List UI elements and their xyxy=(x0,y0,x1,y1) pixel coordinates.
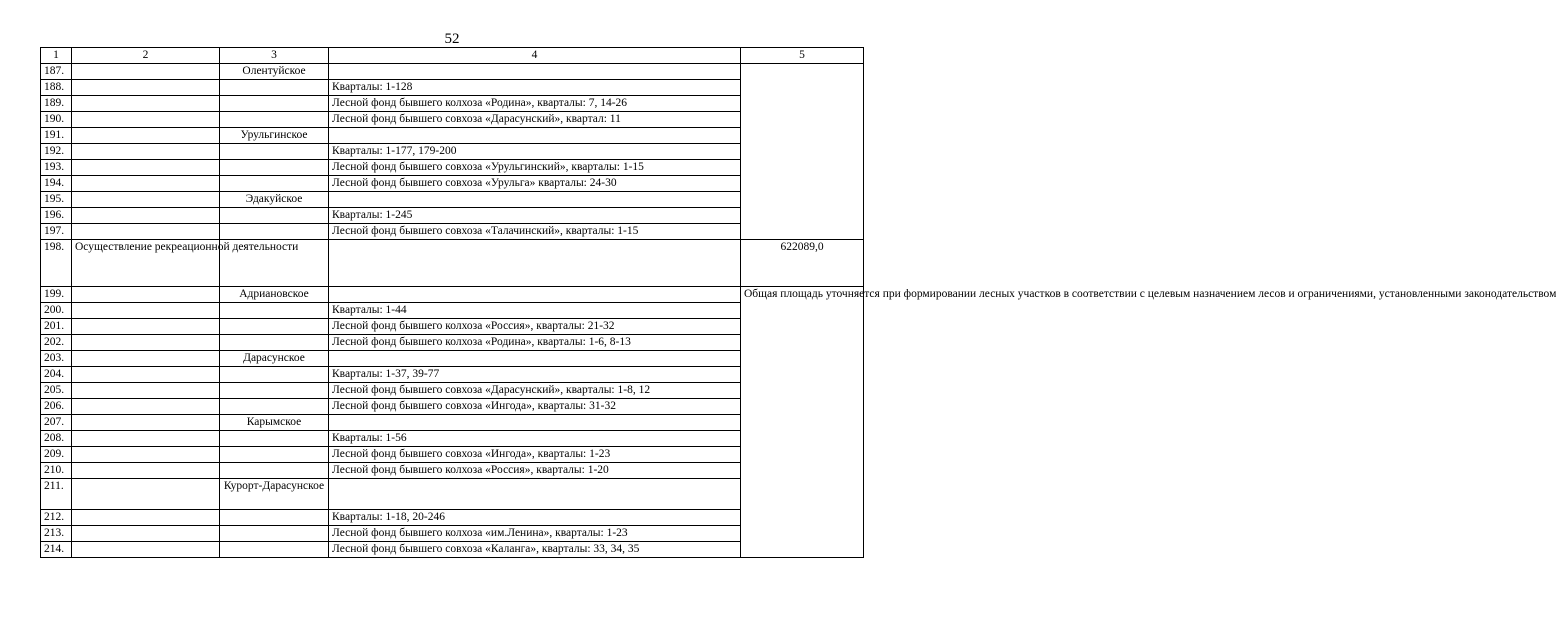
row-number: 193. xyxy=(41,160,72,176)
row-number: 192. xyxy=(41,144,72,160)
activity-cell xyxy=(72,463,220,479)
activity-cell xyxy=(72,399,220,415)
quarters-cell: Лесной фонд бывшего колхоза «Родина», кварталы: 7, 14-26 xyxy=(329,96,741,112)
row-number: 198. xyxy=(41,240,72,287)
table-row xyxy=(41,319,864,335)
activity-cell xyxy=(72,96,220,112)
activity-cell xyxy=(72,335,220,351)
activity-cell xyxy=(72,319,220,335)
activity-cell xyxy=(72,542,220,558)
row-number: 210. xyxy=(41,463,72,479)
activity-cell xyxy=(72,510,220,526)
quarters-cell xyxy=(329,192,741,208)
quarters-cell xyxy=(329,351,741,367)
table-row xyxy=(41,367,864,383)
table-row xyxy=(41,192,864,208)
quarters-cell: Кварталы: 1-18, 20-246 xyxy=(329,510,741,526)
row-number: 213. xyxy=(41,526,72,542)
activity-cell xyxy=(72,128,220,144)
activity-cell xyxy=(72,415,220,431)
row-number: 211. xyxy=(41,479,72,510)
table-row xyxy=(41,208,864,224)
district-cell xyxy=(220,431,329,447)
quarters-cell: Кварталы: 1-44 xyxy=(329,303,741,319)
activity-cell xyxy=(72,479,220,510)
district-cell xyxy=(220,367,329,383)
activity-cell xyxy=(72,526,220,542)
quarters-cell: Кварталы: 1-128 xyxy=(329,80,741,96)
district-cell xyxy=(220,383,329,399)
district-cell xyxy=(220,319,329,335)
quarters-cell xyxy=(329,128,741,144)
activity-cell xyxy=(72,64,220,80)
district-cell xyxy=(220,399,329,415)
quarters-cell: Лесной фонд бывшего совхоза «Урульгинский», кварталы: 1-15 xyxy=(329,160,741,176)
row-number: 197. xyxy=(41,224,72,240)
table-row xyxy=(41,303,864,319)
quarters-cell: Лесной фонд бывшего совхоза «Дарасунский», квартал: 11 xyxy=(329,112,741,128)
row-number: 194. xyxy=(41,176,72,192)
row-number: 205. xyxy=(41,383,72,399)
table-row xyxy=(41,112,864,128)
activity-cell xyxy=(72,144,220,160)
header-cell: 4 xyxy=(329,48,741,64)
district-cell xyxy=(220,112,329,128)
header-cell: 5 xyxy=(741,48,864,64)
area-value: 622089,0 xyxy=(741,240,864,287)
row-number: 208. xyxy=(41,431,72,447)
table-row xyxy=(41,383,864,399)
row-number: 199. xyxy=(41,287,72,303)
table-row xyxy=(41,542,864,558)
table-row xyxy=(41,447,864,463)
district-cell xyxy=(220,144,329,160)
row-number: 189. xyxy=(41,96,72,112)
quarters-cell xyxy=(329,64,741,80)
activity-cell: Осуществление рекреационной деятельности xyxy=(72,240,220,287)
row-number: 191. xyxy=(41,128,72,144)
row-number: 214. xyxy=(41,542,72,558)
row-number: 196. xyxy=(41,208,72,224)
district-cell xyxy=(220,224,329,240)
table-row xyxy=(41,176,864,192)
row-number: 188. xyxy=(41,80,72,96)
row-number: 212. xyxy=(41,510,72,526)
district-cell: Адриановское xyxy=(220,287,329,303)
forest-table xyxy=(40,47,1556,558)
row-number: 187. xyxy=(41,64,72,80)
district-cell: Курорт-Дарасунское xyxy=(220,479,329,510)
row-number: 200. xyxy=(41,303,72,319)
quarters-cell: Лесной фонд бывшего колхоза «Родина», кварталы: 1-6, 8-13 xyxy=(329,335,741,351)
header-cell: 1 xyxy=(41,48,72,64)
district-cell xyxy=(220,526,329,542)
activity-cell xyxy=(72,208,220,224)
quarters-cell: Лесной фонд бывшего совхоза «Ингода», кварталы: 31-32 xyxy=(329,399,741,415)
quarters-cell xyxy=(329,479,741,510)
row-number: 195. xyxy=(41,192,72,208)
table-row xyxy=(41,287,864,303)
district-cell xyxy=(220,176,329,192)
activity-cell xyxy=(72,287,220,303)
header-row xyxy=(41,48,864,64)
table-row xyxy=(41,335,864,351)
district-cell xyxy=(220,542,329,558)
quarters-cell: Лесной фонд бывшего колхоза «Россия», кварталы: 1-20 xyxy=(329,463,741,479)
district-cell xyxy=(220,303,329,319)
quarters-cell: Лесной фонд бывшего совхоза «Каланга», кварталы: 33, 34, 35 xyxy=(329,542,741,558)
table-row xyxy=(41,128,864,144)
quarters-cell: Лесной фонд бывшего совхоза «Дарасунский», кварталы: 1-8, 12 xyxy=(329,383,741,399)
district-cell xyxy=(220,208,329,224)
district-cell xyxy=(220,510,329,526)
table-row xyxy=(41,510,864,526)
activity-cell xyxy=(72,303,220,319)
area-note: Общая площадь уточняется при формировании лесных участков в соответствии с целевым назначением лесов и ограничениями, установленными законодательством xyxy=(741,287,864,558)
row-number: 204. xyxy=(41,367,72,383)
area-cell-empty xyxy=(741,64,864,240)
table-row xyxy=(41,160,864,176)
district-cell: Карымское xyxy=(220,415,329,431)
activity-cell xyxy=(72,431,220,447)
table-row xyxy=(41,415,864,431)
row-number: 190. xyxy=(41,112,72,128)
district-cell xyxy=(220,447,329,463)
activity-cell xyxy=(72,160,220,176)
table-row xyxy=(41,399,864,415)
row-number: 202. xyxy=(41,335,72,351)
quarters-cell xyxy=(329,415,741,431)
quarters-cell: Кварталы: 1-56 xyxy=(329,431,741,447)
activity-cell xyxy=(72,447,220,463)
quarters-cell: Кварталы: 1-177, 179-200 xyxy=(329,144,741,160)
quarters-cell xyxy=(329,287,741,303)
activity-cell xyxy=(72,367,220,383)
activity-cell xyxy=(72,351,220,367)
district-cell: Олентуйское xyxy=(220,64,329,80)
activity-cell xyxy=(72,112,220,128)
activity-cell xyxy=(72,192,220,208)
activity-cell xyxy=(72,176,220,192)
table-row xyxy=(41,64,864,80)
table-row xyxy=(41,96,864,112)
district-cell xyxy=(220,80,329,96)
district-cell xyxy=(220,335,329,351)
district-cell xyxy=(220,160,329,176)
row-number: 207. xyxy=(41,415,72,431)
table-row xyxy=(41,479,864,510)
district-cell xyxy=(220,463,329,479)
table-row xyxy=(41,80,864,96)
table-row xyxy=(41,351,864,367)
activity-cell xyxy=(72,383,220,399)
page-number: 52 xyxy=(444,31,460,47)
row-number: 209. xyxy=(41,447,72,463)
header-cell: 2 xyxy=(72,48,220,64)
table-row xyxy=(41,144,864,160)
table-row xyxy=(41,431,864,447)
quarters-cell xyxy=(329,240,741,287)
table-row xyxy=(41,240,864,287)
district-cell: Дарасунское xyxy=(220,351,329,367)
table-row xyxy=(41,526,864,542)
quarters-cell: Кварталы: 1-37, 39-77 xyxy=(329,367,741,383)
activity-cell xyxy=(72,224,220,240)
district-cell: Эдакуйское xyxy=(220,192,329,208)
quarters-cell: Кварталы: 1-245 xyxy=(329,208,741,224)
activity-cell xyxy=(72,80,220,96)
table-row xyxy=(41,224,864,240)
row-number: 206. xyxy=(41,399,72,415)
quarters-cell: Лесной фонд бывшего колхоза «им.Ленина», кварталы: 1-23 xyxy=(329,526,741,542)
quarters-cell: Лесной фонд бывшего колхоза «Россия», кварталы: 21-32 xyxy=(329,319,741,335)
quarters-cell: Лесной фонд бывшего совхоза «Талачинский», кварталы: 1-15 xyxy=(329,224,741,240)
header-cell: 3 xyxy=(220,48,329,64)
district-cell: Урульгинское xyxy=(220,128,329,144)
quarters-cell: Лесной фонд бывшего совхоза «Урульга» кварталы: 24-30 xyxy=(329,176,741,192)
row-number: 203. xyxy=(41,351,72,367)
quarters-cell: Лесной фонд бывшего совхоза «Ингода», кварталы: 1-23 xyxy=(329,447,741,463)
row-number: 201. xyxy=(41,319,72,335)
district-cell xyxy=(220,96,329,112)
table-row xyxy=(41,463,864,479)
